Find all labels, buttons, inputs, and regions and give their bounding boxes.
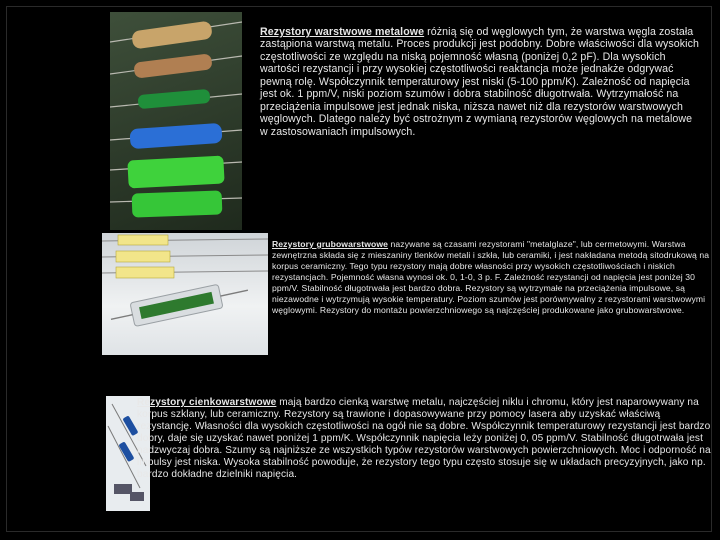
thick-film-resistors-photo	[102, 233, 268, 355]
thick-film-paragraph	[272, 239, 712, 316]
metal-film-resistors-photo	[110, 12, 242, 230]
metal-film-heading: Rezystory warstwowe metalowe	[260, 26, 425, 38]
thick-film-text: nazywane są czasami rezystorami "metalglaze", lub cermetowymi. Warstwa zewnętrzna składa się z mieszaniny tlenków metali i szkła, lub ceramiki, i jest nakładana metodą sitodrukową na korpus ceramiczny. Tego typu rezystory mają dobre własności przy wysokich częstotliwościach i niskich rezystancjach. Pojemność własna wynosi ok. 0, 1-0, 3 p. F. Zależność rezystancji od napięcia jest poniżej 30 ppm/V. Stabilność długotrwała jest bardzo dobra. Rezystory są wytrzymałe na przeciążenia impulsowe, są niezawodne i wytrzymują wysokie temperatury. Poziom szumów jest porównywalny z rezystorami warstwowymi węglowymi. Rezystory do montażu powierzchniowego są najczęściej produkowane jako grubowarstwowe.	[272, 239, 710, 316]
metal-film-paragraph	[260, 26, 700, 138]
thick-film-heading: Rezystory grubowarstwowe	[272, 239, 389, 249]
thick-film-resistors-illustration	[102, 233, 268, 355]
metal-film-text: różnią się od węglowych tym, że warstwa węgla została zastąpiona warstwą metalu. Proces produkcji jest podobny. Dobre właściwości dla wysokich częstotliwości ze względu na niską pojemność własną (poniżej 0,2 pF). Dla wysokich wartości rezystancji i przy wysokiej częstotliwości reaktancja może jednakże odgrywać pewną rolę. Współczynnik temperaturowy jest niski (5-100 ppm/K). Zależność od napięcia jest ok. 1 ppm/V, niski poziom szumów i dobra stabilność długotrwała. Wytrzymałość na przeciążenia impulsowe jest jednak niska, niższa nawet niż dla rezystorów warstwowych węglowych. Dlatego należy być ostrożnym z wymianą rezystorów węglowych na metalowe w zastosowaniach impulsowych.	[260, 26, 700, 138]
metal-film-resistors-illustration	[110, 12, 242, 230]
thin-film-heading: Rezystory cienkowarstwowe	[137, 397, 277, 408]
thin-film-text: mają bardzo cienką warstwę metalu, najczęściej niklu i chromu, który jest naparowywany na korpus szklany, lub ceramiczny. Rezystory są trawione i dopasowywane przy pomocy lasera aby uzyskać właściwą rezystancję. Własności dla wysokich częstotliwości na ogół nie są dobre. Współczynnik temperaturowy rezystancji jest bardzo dobry, daje się uzyskać nawet poniżej 1 ppm/K. Współczynnik napięcia leży poniżej 0, 05 ppm/V. Stabilność długotrwała jest nadzwyczaj dobra. Szumy są najniższe ze wszystkich typów rezystorów warstwowych powierzchniowych. Moc i odporność na impulsy jest niska. Wysoka stabilność powoduje, że rezystory tego typu często stosuje się w układach precyzyjnych, jako np. bardzo dokładne dzielniki napięcia.	[137, 397, 711, 480]
thin-film-paragraph	[137, 397, 712, 481]
